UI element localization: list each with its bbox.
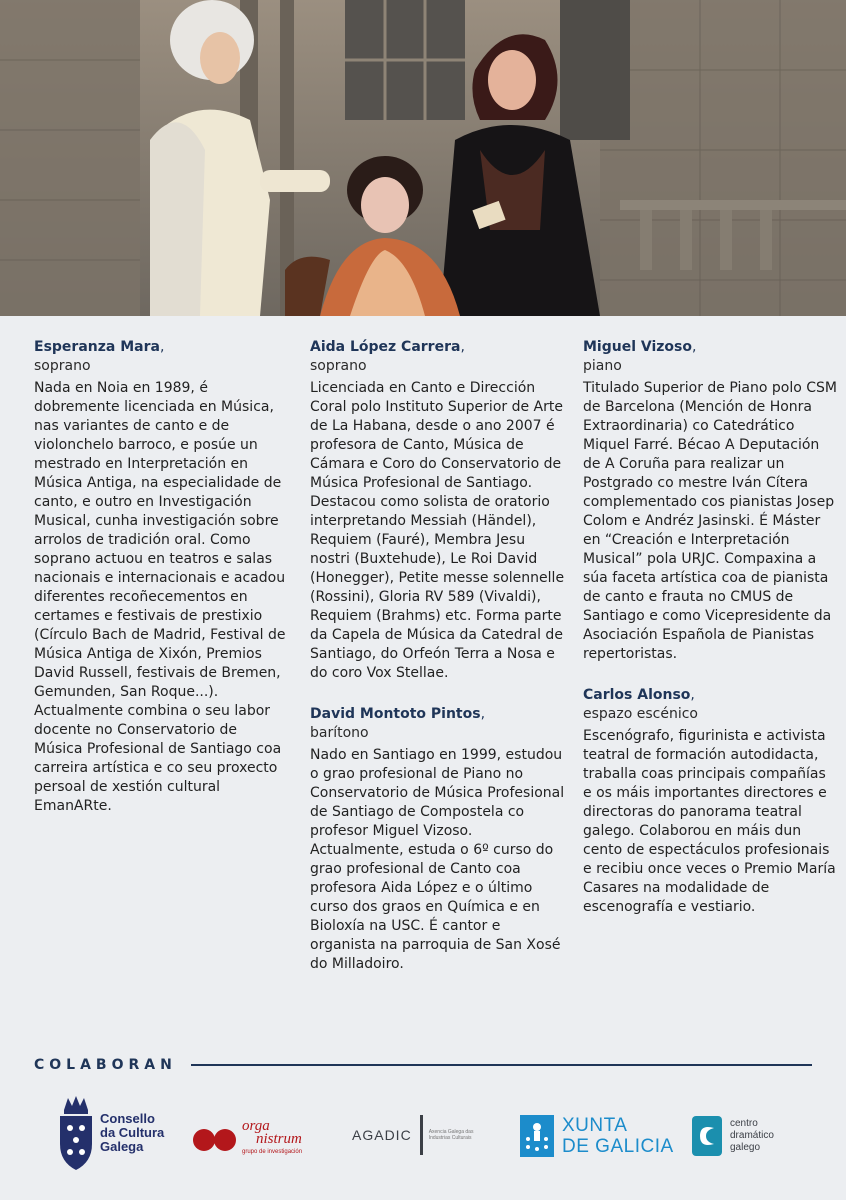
bio-name: Esperanza Mara bbox=[34, 339, 160, 355]
organistrum-logo bbox=[192, 1120, 302, 1159]
bio-carlos-alonso: Carlos Alonso, espazo escénico Escenógrafo, figurinista e activista teatral de formación autodidacta, traballa coas principais compañías e os máis importantes directores e directoras do panorama teatral galego. Colaborou en máis dun cento de espectáculos profesionais e recibiu once veces o Premio María Casares na modalidade de escenografía e vestiario. bbox=[583, 686, 838, 917]
collab-divider bbox=[191, 1064, 812, 1066]
xunta-line-1: XUNTA bbox=[562, 1115, 628, 1136]
bio-column-2 bbox=[310, 338, 565, 996]
organistrum-sub: grupo de investigación bbox=[242, 1149, 303, 1155]
bio-name: David Montoto Pintos bbox=[310, 706, 481, 722]
bio-column-1 bbox=[34, 338, 289, 838]
sponsor-logos bbox=[40, 1090, 820, 1180]
cdg-line-1: centro bbox=[730, 1118, 758, 1129]
agadic-logo bbox=[352, 1115, 479, 1155]
consello-line-3: Galega bbox=[100, 1139, 144, 1154]
performers-photo-illustration bbox=[0, 0, 846, 316]
red-circles-icon bbox=[192, 1127, 238, 1153]
bio-text: Nado en Santiago en 1999, estudou o grao profesional de Piano no Conservatorio de Música Profesional de Santiago de Compostela co profesor Miguel Vizoso. Actualmente, estuda o 6º curso do grao profesional de Canto coa profesora Aida López e o último curso dos graos en Química e en Bioloxía na USC. É cantor e organista na parroquia de San Xosé do Milladoiro. bbox=[310, 747, 565, 972]
bio-role: soprano bbox=[310, 358, 367, 374]
collab-title: COLABORAN bbox=[34, 1057, 177, 1073]
bio-column-3 bbox=[583, 338, 838, 939]
organistrum-line-1: orga bbox=[242, 1118, 270, 1134]
consello-line-1: Consello bbox=[100, 1111, 155, 1126]
bio-text: Nada en Noia en 1989, é dobremente licenciada en Música, nas variantes de canto e de violonchelo barroco, e posúe un mestrado en Interpretación en Música Antiga, na especialidade de canto, e outro en Investigación Musical, cunha investigación sobre arrolos de tradición oral. Como soprano actuou en teatros e salas nacionais e internacionais e acadou diferentes recoñecementos en certames e festivais de prestixio (Círculo Bach de Madrid, Festival de Música Antiga de Xixón, Premios David Russell, festivais de Bremen, Gemunden, San Roque...). Actualmente combina o seu labor docente no Conservatorio de Música Profesional de Santiago coa carreira artística e co seu proxecto persoal de xestión cultural EmanARte. bbox=[34, 380, 286, 814]
xunta-shield-icon bbox=[520, 1115, 554, 1157]
bio-miguel-vizoso: Miguel Vizoso, piano Titulado Superior de Piano polo CSM de Barcelona (Mención de Honra Extraordinaria) co Catedrático Miquel Farré. Bécao A Deputación de A Coruña para realizar un Postgrado co mestre Iván Cítera complementado cos pianistas Josep Colom e Andréz Jasinski. É Máster en “Creación e Interpretación Musical” pola URJC. Compaxina a súa faceta artística coa de pianista de canto e frauta no CMUS de Santiago e como Vicepresidente da Asociación Española de Pianistas repertoristas. bbox=[583, 339, 837, 662]
bio-name: Miguel Vizoso bbox=[583, 339, 692, 355]
cdg-swirl-icon bbox=[692, 1116, 722, 1156]
agadic-bar bbox=[420, 1115, 423, 1155]
bio-aida-lopez-carrera: Aida López Carrera, soprano Licenciada en Canto e Dirección Coral polo Instituto Superior de Arte de La Habana, desde o ano 2007 é profesora de Canto, Música de Cámara e Coro do Conservatorio de Música Profesional de Santiago. Destacou como solista de oratorio interpretando Messiah (Händel), Requiem (Fauré), Membra Jesu nostri (Buxtehude), Le Roi David (Honegger), Petite messe solennelle (Rossini), Gloria RV 589 (Vivaldi), Requiem (Brahms) etc. Forma parte da Capela de Música da Catedral de Santiago, do Orfeón Terra a Nosa e do coro Vox Stellae. bbox=[310, 339, 565, 681]
header-photo bbox=[0, 0, 846, 316]
xunta-de-galicia-logo bbox=[520, 1115, 674, 1157]
consello-da-cultura-galega-logo bbox=[56, 1092, 164, 1174]
bio-name: Carlos Alonso bbox=[583, 687, 691, 703]
bio-role: soprano bbox=[34, 358, 91, 374]
bio-role: espazo escénico bbox=[583, 706, 698, 722]
cdg-line-3: galego bbox=[730, 1142, 761, 1153]
organistrum-line-2: nistrum bbox=[256, 1131, 302, 1147]
bio-text: Licenciada en Canto e Dirección Coral polo Instituto Superior de Arte de La Habana, desde o ano 2007 é profesora de Canto, Música de Cámara e Coro do Conservatorio de Música Profesional de Santiago. Destacou como solista de oratorio interpretando Messiah (Händel), Requiem (Fauré), Membra Jesu nostri (Buxtehude), Le Roi David (Honegger), Petite messe solennelle (Rossini), Gloria RV 589 (Vivaldi), Requiem (Brahms) etc. Forma parte da Capela de Música da Catedral de Santiago, do Orfeón Terra a Nosa e do coro Vox Stellae. bbox=[310, 380, 565, 681]
collab-header bbox=[34, 1055, 812, 1075]
bio-name: Aida López Carrera bbox=[310, 339, 461, 355]
centro-dramatico-galego-logo bbox=[692, 1116, 774, 1156]
xunta-line-2: DE GALICIA bbox=[562, 1136, 674, 1157]
agadic-sub: Axencia Galega das Industrias Culturais bbox=[428, 1129, 474, 1141]
bio-david-montoto-pintos: David Montoto Pintos, barítono Nado en Santiago en 1999, estudou o grao profesional de Piano no Conservatorio de Música Profesional de Santiago de Compostela co profesor Miguel Vizoso. Actualmente, estuda o 6º curso do grao profesional de Canto coa profesora Aida López e o último curso dos graos en Química e en Bioloxía na USC. É cantor e organista na parroquia de San Xosé do Milladoiro. bbox=[310, 706, 565, 972]
agadic-name: AGADIC bbox=[352, 1127, 412, 1143]
crown-shield-icon bbox=[56, 1092, 96, 1174]
bio-role: piano bbox=[583, 358, 622, 374]
consello-line-2: da Cultura bbox=[100, 1125, 165, 1140]
cdg-line-2: dramático bbox=[730, 1130, 774, 1141]
bio-role: barítono bbox=[310, 725, 369, 741]
bio-text: Escenógrafo, figurinista e activista teatral de formación autodidacta, traballa coas principais compañías e os máis importantes directores e directoras do panorama teatral galego. Colaborou en máis dun cento de espectáculos profesionais e recibiu once veces o Premio María Casares na modalidade de escenografía e vestiario. bbox=[583, 728, 836, 915]
bio-esperanza-mara: Esperanza Mara, soprano Nada en Noia en 1989, é dobremente licenciada en Música, nas variantes de canto e de violonchelo barroco, e posúe un mestrado en Interpretación en Música Antiga, na especialidade de canto, e outro en Investigación Musical, cunha investigación sobre arrolos de tradición oral. Como soprano actuou en teatros e salas nacionais e internacionais e acadou diferentes recoñecementos en certames e festivais de prestixio (Círculo Bach de Madrid, Festival de Música Antiga de Xixón, Premios David Russell, festivais de Bremen, Gemunden, San Roque...). Actualmente combina o seu labor docente no Conservatorio de Música Profesional de Santiago coa carreira artística e co seu proxecto persoal de xestión cultural EmanARte. bbox=[34, 338, 289, 816]
bio-text: Titulado Superior de Piano polo CSM de Barcelona (Mención de Honra Extraordinaria) co Catedrático Miquel Farré. Bécao A Deputación de A Coruña para realizar un Postgrado co mestre Iván Cítera complementado cos pianistas Josep Colom e Andréz Jasinski. É Máster en “Creación e Interpretación Musical” pola URJC. Compaxina a súa faceta artística coa de pianista de canto e frauta no CMUS de Santiago e como Vicepresidente da Asociación Española de Pianistas repertoristas. bbox=[583, 380, 837, 662]
